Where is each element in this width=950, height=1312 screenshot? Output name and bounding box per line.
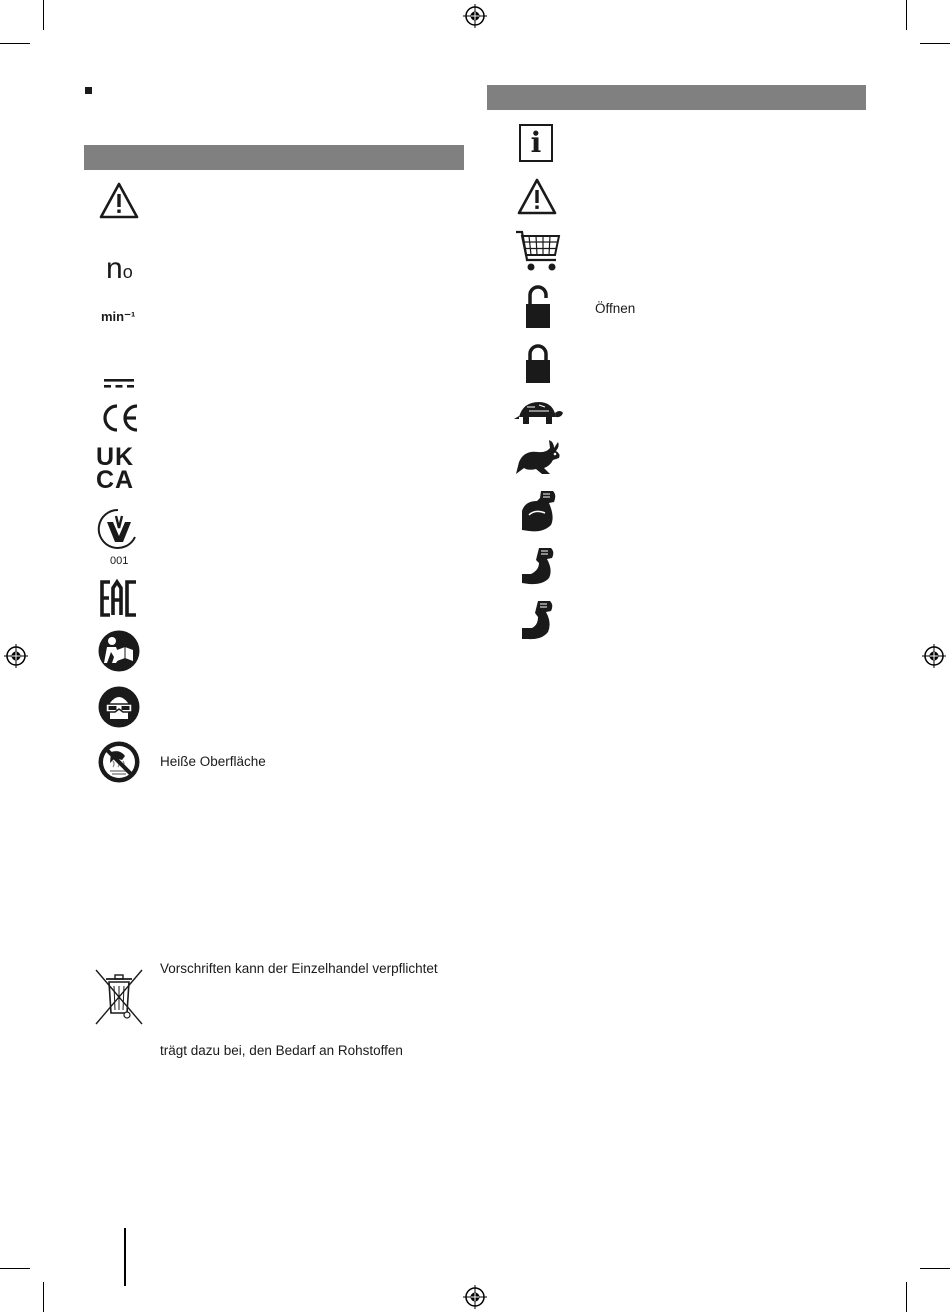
crop-mark [43,0,44,30]
crop-mark [906,1282,907,1312]
disposal-text-line-1: Vorschriften kann der Einzelhandel verpflichtet [160,961,438,976]
crop-mark [43,1282,44,1312]
strong-arm-high-icon [519,489,557,533]
ukca-top-label: UK [96,443,135,471]
right-section-header-bar [487,85,866,110]
crop-mark [920,1268,950,1269]
unlocked-padlock-icon [526,286,550,328]
bullet-marker [85,87,92,94]
ce-mark-icon [100,403,140,433]
rpm-unit-icon: min⁻¹ [101,309,136,324]
crop-mark [906,0,907,30]
left-section-header-bar [84,145,464,170]
warning-triangle-icon [98,181,140,220]
page-margin-line [124,1228,126,1286]
ukca-bottom-label: CA [96,466,135,494]
registration-mark-icon [4,644,28,668]
no-load-speed-subscript: o [122,262,133,282]
hot-surface-icon [98,741,140,783]
ukca-mark-icon [96,443,142,494]
info-icon [519,124,553,162]
no-load-speed-label: n [106,252,123,285]
registration-mark-icon [922,644,946,668]
locked-padlock-icon [526,345,550,383]
crop-mark [920,43,950,44]
crop-mark [0,1268,30,1269]
read-manual-icon [98,630,140,672]
eye-protection-icon [98,686,140,728]
unlock-label: Öffnen [595,301,636,316]
registration-mark-icon [463,1285,487,1309]
hot-surface-label: Heiße Oberfläche [160,754,266,769]
ukraine-conformity-code: 001 [110,555,129,567]
crop-mark [0,43,30,44]
ukraine-conformity-icon [97,508,139,554]
turtle-slow-icon [513,400,563,426]
shopping-cart-icon [514,229,562,273]
rabbit-fast-icon [514,438,562,476]
weee-crossed-bin-icon [94,968,144,1026]
direct-current-icon [104,378,134,390]
disposal-text-line-2: trägt dazu bei, den Bedarf an Rohstoffen [160,1043,403,1058]
no-load-speed-icon [106,252,133,286]
strong-arm-medium-icon [519,546,557,586]
warning-triangle-icon [516,177,558,216]
registration-mark-icon [463,4,487,28]
eac-mark-icon [100,580,138,617]
info-icon-glyph: i [530,126,542,159]
strong-arm-low-icon [519,599,557,641]
